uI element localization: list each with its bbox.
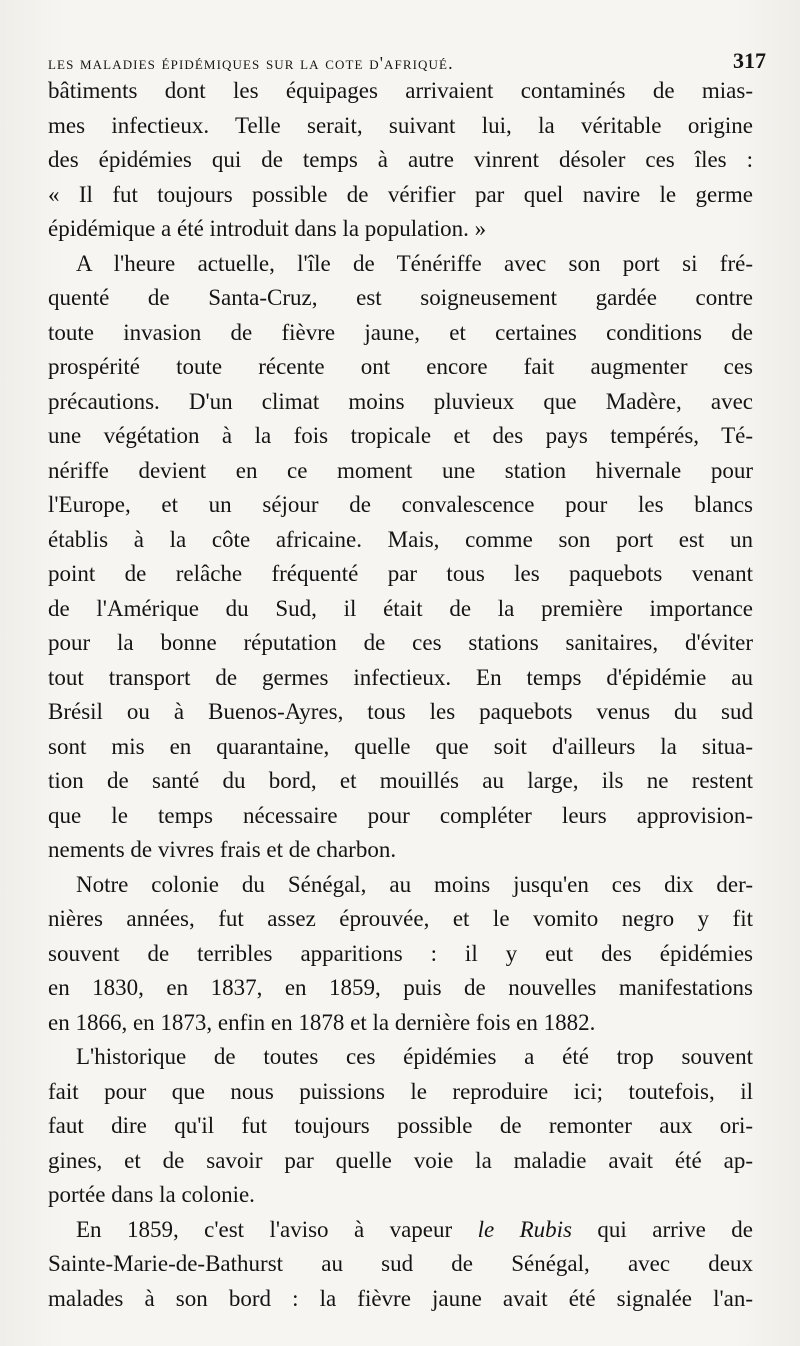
- text-line: précautions. D'un climat moins pluvieux que Madère, avec: [48, 388, 753, 414]
- text-line: bâtiments dont les équipages arrivaient contaminés de mias-: [48, 78, 753, 103]
- text-line: Notre colonie du Sénégal, au moins jusqu'en ces dix der-: [76, 871, 753, 897]
- text-line: en 1866, en 1873, enfin en 1878 et la dernière fois en 1882.: [48, 1009, 596, 1035]
- text-line: A l'heure actuelle, l'île de Ténériffe avec son port si fré-: [76, 250, 753, 276]
- text-fragment: En 1859, c'est l'aviso à vapeur: [76, 1216, 478, 1242]
- page-number: 317: [733, 48, 766, 73]
- text-line: malades à son bord : la fièvre jaune avait été signalée l'an-: [48, 1285, 753, 1311]
- text-line: point de relâche fréquenté par tous les paquebots venant: [48, 561, 753, 586]
- text-line: quenté de Santa-Cruz, est soigneusement gardée contre: [48, 285, 753, 310]
- text-line: mes infectieux. Telle serait, suivant lui, la véritable origine: [48, 112, 753, 138]
- text-line: l'Europe, et un séjour de convalescence pour les blancs: [48, 492, 753, 517]
- text-fragment: qui arrive de: [572, 1216, 753, 1242]
- text-line: nières années, fut assez éprouvée, et le vomito negro y fit: [48, 906, 753, 931]
- body-text: [48, 74, 753, 1316]
- text-line: nements de vivres frais et de charbon.: [48, 837, 397, 862]
- text-line: gines, et de savoir par quelle voie la maladie avait été ap-: [48, 1147, 753, 1173]
- text-line: que le temps nécessaire pour compléter leurs approvision-: [48, 802, 753, 828]
- text-line: Sainte-Marie-de-Bathurst au sud de Sénégal, avec deux: [48, 1251, 753, 1276]
- text-line: des épidémies qui de temps à autre vinrent désoler ces îles :: [48, 147, 753, 172]
- text-line: en 1830, en 1837, en 1859, puis de nouvelles manifestations: [48, 975, 753, 1000]
- text-line: une végétation à la fois tropicale et des pays tempérés, Té-: [48, 423, 753, 448]
- text-line: prospérité toute récente ont encore fait augmenter ces: [48, 354, 753, 379]
- text-line: portée dans la colonie.: [48, 1182, 255, 1207]
- text-line: sont mis en quarantaine, quelle que soit d'ailleurs la situa-: [48, 733, 753, 759]
- text-line: tion de santé du bord, et mouillés au large, ils ne restent: [48, 768, 753, 793]
- text-line: [48, 1213, 753, 1248]
- text-line: « Il fut toujours possible de vérifier par quel navire le germe: [48, 181, 753, 207]
- running-title: les maladies épidémiques sur la cote d'afriqué.: [48, 53, 454, 73]
- text-line: tout transport de germes infectieux. En temps d'épidémie au: [48, 664, 753, 690]
- page-header: [48, 38, 766, 74]
- ship-name: le Rubis: [477, 1216, 573, 1242]
- text-line: L'historique de toutes ces épidémies a été trop souvent: [76, 1044, 753, 1069]
- text-line: souvent de terribles apparitions : il y eut des épidémies: [48, 940, 753, 966]
- text-line: fait pour que nous puissions le reproduire ici; toutefois, il: [48, 1078, 753, 1104]
- text-line: Brésil ou à Buenos-Ayres, tous les paquebots venus du sud: [48, 699, 753, 724]
- text-line: de l'Amérique du Sud, il était de la première importance: [48, 595, 753, 621]
- text-line: pour la bonne réputation de ces stations sanitaires, d'éviter: [48, 630, 753, 655]
- text-line: nériffe devient en ce moment une station hivernale pour: [48, 457, 753, 483]
- text-line: établis à la côte africaine. Mais, comme son port est un: [48, 526, 753, 552]
- text-line: faut dire qu'il fut toujours possible de remonter aux ori-: [48, 1113, 753, 1138]
- text-line: épidémique a été introduit dans la population. »: [48, 216, 487, 241]
- text-line: toute invasion de fièvre jaune, et certaines conditions de: [48, 319, 753, 345]
